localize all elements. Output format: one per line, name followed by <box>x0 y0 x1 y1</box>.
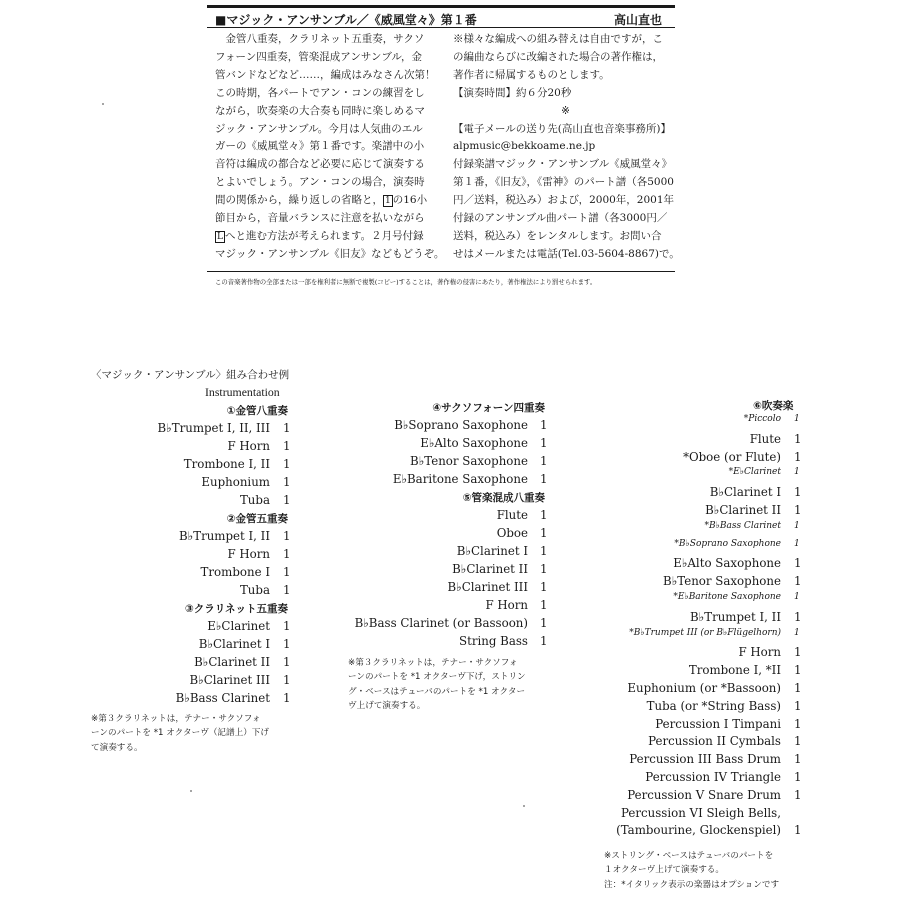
instrument-row <box>0 806 781 822</box>
footnote-line: ーンのパートを *1 オクターヴ（記譜上）下げ <box>91 728 269 739</box>
instrument-name: F Horn <box>227 439 270 453</box>
instrument-name: B♭Clarinet II <box>194 655 270 669</box>
speck <box>102 103 104 105</box>
intro-line: 金管八重奏，クラリネット五重奏，サクソ <box>215 33 425 45</box>
intro-line: フォーン四重奏，管楽混成アンサンブル，金 <box>215 50 423 63</box>
instrument-row <box>0 521 800 537</box>
footnote-line: て演奏する。 <box>91 742 143 753</box>
instrument-count: 1 <box>794 699 802 713</box>
intro-line: 節目から，音量バランスに注意を払いながら <box>215 212 425 225</box>
instrument-count: 1 <box>540 598 548 612</box>
instrument-name: Euphonium (or *Bassoon) <box>627 681 781 695</box>
instrument-name: B♭Clarinet I <box>456 544 528 558</box>
instrument-count: 1 <box>794 681 802 695</box>
instrument-name: E♭Alto Saxophone <box>673 556 781 570</box>
intro-line: 円／送料，税込み）および，2000年，2001年 <box>453 194 675 207</box>
instrument-count: 1 <box>794 717 802 731</box>
instrument-row <box>0 645 802 661</box>
instrument-row <box>0 788 802 804</box>
section-title-text: ①金管八重奏 <box>226 405 288 417</box>
instrument-count: 1 <box>794 432 802 446</box>
intro-line: 音符は編成の都合など必要に応じて演奏する <box>215 158 425 171</box>
instrument-name: B♭Clarinet I <box>198 637 270 651</box>
section-title-text: ②金管五重奏 <box>226 513 288 525</box>
instrument-count: 1 <box>794 539 800 549</box>
footnote-line: １オクターヴ上げて演奏する。 <box>604 865 724 876</box>
instrument-name: B♭Trumpet I, II <box>689 610 781 624</box>
instrument-count: 1 <box>794 645 802 659</box>
instrument-row <box>0 467 800 483</box>
instrument-count: 1 <box>794 503 802 517</box>
instrument-count: 1 <box>794 485 802 499</box>
instrument-count: 1 <box>794 556 802 570</box>
instrument-row <box>0 663 802 679</box>
intro-right-column <box>453 31 678 264</box>
instrument-row <box>0 432 802 448</box>
section-title-text: ③クラリネット五重奏 <box>184 603 288 615</box>
instrument-name: E♭Clarinet <box>207 619 270 633</box>
instrument-name: F Horn <box>227 547 270 561</box>
instrument-count: 1 <box>283 691 291 705</box>
instrument-count: 1 <box>540 580 548 594</box>
intro-line <box>215 192 440 210</box>
instrument-count: 1 <box>540 526 548 540</box>
instrument-name: String Bass <box>459 634 528 648</box>
performance-time: 【演奏時間】約６分20秒 <box>453 86 572 99</box>
instrument-row <box>0 734 802 750</box>
header-bottom-rule <box>207 27 675 28</box>
instrument-name: E♭Baritone Saxophone <box>392 472 528 486</box>
instrument-name: *E♭Baritone Saxophone <box>673 592 781 602</box>
instrument-name: B♭Clarinet II <box>452 562 528 576</box>
instrument-name: *Piccolo <box>743 414 781 424</box>
instrument-row <box>0 592 800 608</box>
intro-line: ながら，吹奏楽の大合奏も同時に楽しめるマ <box>215 104 425 117</box>
instrument-count: 1 <box>540 544 548 558</box>
instrument-row <box>0 752 802 768</box>
instrument-name: *Oboe (or Flute) <box>683 450 781 464</box>
instrument-row <box>0 503 802 519</box>
instrument-count: 1 <box>283 475 291 489</box>
instrument-row <box>0 681 802 697</box>
instrument-row <box>0 574 802 590</box>
instrument-name: F Horn <box>485 598 528 612</box>
instrument-name: B♭Soprano Saxophone <box>394 418 528 432</box>
instrument-name: B♭Clarinet III <box>447 580 528 594</box>
intro-line-text: 間の関係から，繰り返しの省略と， <box>215 194 383 207</box>
instrument-name: *B♭Bass Clarinet <box>704 521 781 531</box>
instrument-count: 1 <box>794 450 802 464</box>
instrument-name: B♭Tenor Saxophone <box>410 454 528 468</box>
instrument-name: Percussion V Snare Drum <box>627 788 781 802</box>
instrument-count: 1 <box>794 788 802 802</box>
instrument-count: 1 <box>794 823 802 837</box>
footnote-line: ーンのパートを *1 オクターヴ下げ，ストリン <box>348 672 526 683</box>
instrument-count: 1 <box>283 619 291 633</box>
intro-line: 管バンドなどなど……，編成はみなさん次第！ <box>215 68 436 81</box>
instrument-count: 1 <box>794 752 802 766</box>
header-top-rule <box>207 5 675 8</box>
instrument-count: 1 <box>283 457 291 471</box>
instrument-name: Percussion I Timpani <box>655 717 781 731</box>
instrument-count: 1 <box>283 529 291 543</box>
instrument-count: 1 <box>283 673 291 687</box>
intro-line: ※様々な編成への組み替えは自由ですが，こ <box>453 33 663 45</box>
intro-line: マジック・アンサンブル《旧友》などもどうぞ。 <box>215 247 445 260</box>
instrument-name: Percussion II Cymbals <box>648 734 781 748</box>
instrument-count: 1 <box>540 418 548 432</box>
instrument-row <box>0 450 802 466</box>
intro-line: 送料，税込み）をレンタルします。お問い合 <box>453 229 662 242</box>
intro-line: の編曲ならびに改編された場合の著作権は， <box>453 50 663 63</box>
instrument-count: 1 <box>794 663 802 677</box>
intro-line: 付録楽譜マジック・アンサンブル《威風堂々》 <box>453 158 673 171</box>
col3-footnote <box>604 849 779 892</box>
instrument-name: Flute <box>749 432 781 446</box>
instrument-count: 1 <box>794 610 802 624</box>
instrument-name: *E♭Clarinet <box>728 467 781 477</box>
instrument-count: 1 <box>540 472 548 486</box>
instrument-count: 1 <box>540 562 548 576</box>
instrument-count: 1 <box>794 467 800 477</box>
instrument-name: Tuba <box>239 583 270 597</box>
intro-line: 付録のアンサンブル曲パート譜（各3000円／ <box>453 212 668 225</box>
article-title: ■マジック・アンサンブル／《威風堂々》第１番 <box>215 13 477 27</box>
section-title-wind-band: ⑥吹奏楽 <box>753 400 794 412</box>
instrument-count: 1 <box>794 592 800 602</box>
instrument-count: 1 <box>540 436 548 450</box>
instrument-name: Percussion VI Sleigh Bells, <box>620 806 781 820</box>
footnote-line: ※第３クラリネットは，テナー・サクソフォ <box>91 714 261 724</box>
instrument-count: 1 <box>283 493 291 507</box>
intro-line: この時期，各パートでアン・コンの練習をし <box>215 86 425 99</box>
instrument-name: Trombone I, II <box>183 457 270 471</box>
instrument-name: Oboe <box>496 526 528 540</box>
instrument-name: B♭Clarinet III <box>189 673 270 687</box>
instrument-count: 1 <box>283 655 291 669</box>
email-address[interactable]: alpmusic@bekkoame.ne.jp <box>453 140 596 153</box>
instrument-row <box>0 414 800 430</box>
copyright-notice: この音楽著作物の全部または一部を権利者に無断で複製(コピー)することは，著作権の侵害にあたり，著作権法により罰せられます。 <box>215 278 597 286</box>
instrument-row <box>0 699 802 715</box>
instrument-name: Flute <box>496 508 528 522</box>
rehearsal-mark-L: L <box>217 231 223 242</box>
instrument-name: Tuba (or *String Bass) <box>646 699 781 713</box>
instrument-name: B♭Clarinet I <box>709 485 781 499</box>
instrument-count: 1 <box>283 637 291 651</box>
copyright-rule <box>207 271 675 272</box>
instrument-count: 1 <box>794 628 800 638</box>
instrument-count: 1 <box>283 421 291 435</box>
section-title-text: ④サクソフォーン四重奏 <box>432 402 545 414</box>
footnote-line: ※ストリング・ベースはテューバのパートを <box>604 851 774 861</box>
instrument-count: 1 <box>283 547 291 561</box>
instrument-row <box>0 770 802 786</box>
instrument-name: B♭Trumpet I, II <box>178 529 270 543</box>
instrument-row <box>0 823 802 839</box>
instrument-count: 1 <box>794 574 802 588</box>
instrument-row <box>0 628 800 644</box>
speck <box>523 805 525 807</box>
instrument-count: 1 <box>794 414 800 424</box>
instrument-count: 1 <box>540 616 548 630</box>
intro-line: とよいでしょう。アン・コンの場合，演奏時 <box>215 176 425 189</box>
instrument-name: Euphonium <box>201 475 270 489</box>
instrument-name: *B♭Soprano Saxophone <box>674 539 781 549</box>
article-author: 高山直也 <box>614 13 663 27</box>
instrument-count: 1 <box>283 439 291 453</box>
instrument-row <box>0 485 802 501</box>
intro-line: せはメールまたは電話(Tel.03-5604-8867)で。 <box>453 247 680 260</box>
instrument-name: Trombone I <box>200 565 270 579</box>
instrument-name: Percussion IV Triangle <box>645 770 781 784</box>
instrument-row <box>0 556 802 572</box>
instrument-count: 1 <box>540 634 548 648</box>
instrument-count: 1 <box>794 521 800 531</box>
instrument-count: 1 <box>540 454 548 468</box>
speck <box>190 790 192 792</box>
intro-line-text: へと進む方法が考えられます。２月号付録 <box>224 229 424 242</box>
rehearsal-mark-1: 1 <box>385 196 391 207</box>
separator-mark: ※ <box>561 104 570 117</box>
instrument-name: F Horn <box>738 645 781 659</box>
instrumentation-subheading: Instrumentation <box>205 385 280 399</box>
footnote-line: 注：*イタリック表示の楽器はオプションです <box>604 879 780 890</box>
footnote-line: グ・ベースはテューバのパートを *1 オクター <box>348 686 526 697</box>
intro-line-text: の16小 <box>392 194 428 207</box>
instrument-name: *B♭Trumpet III (or B♭Flügelhorn) <box>629 628 781 638</box>
instrument-name: B♭Trumpet I, II, III <box>157 421 270 435</box>
instrument-count: 1 <box>283 583 291 597</box>
instrument-row <box>0 539 800 555</box>
instrument-row <box>0 610 802 626</box>
instrument-name: B♭Clarinet II <box>705 503 781 517</box>
intro-line <box>215 228 440 246</box>
instrument-name: B♭Tenor Saxophone <box>663 574 781 588</box>
instrument-name: (Tambourine, Glockenspiel) <box>616 823 781 837</box>
instrument-count: 1 <box>794 770 802 784</box>
footnote-line: ※第３クラリネットは，テナー・サクソフォ <box>348 658 518 668</box>
instrument-name: Tuba <box>239 493 270 507</box>
intro-line: ジック・アンサンブル。今月は人気曲のエル <box>215 122 423 135</box>
intro-left-column <box>215 31 445 264</box>
instrument-name: Percussion III Bass Drum <box>629 752 781 766</box>
intro-line: 第１番，《旧友》，《雷神》のパート譜（各5000 <box>453 176 674 189</box>
instrument-count: 1 <box>794 734 802 748</box>
footnote-line: ヴ上げて演奏する。 <box>348 700 426 711</box>
instrument-name: B♭Bass Clarinet (or Bassoon) <box>354 616 528 630</box>
instrument-count: 1 <box>283 565 291 579</box>
instrumentation-heading: 〈マジック・アンサンブル〉組み合わせ例 <box>91 369 290 381</box>
instrument-name: B♭Bass Clarinet <box>175 691 270 705</box>
intro-line: ガーの《威風堂々》第１番です。楽譜中の小 <box>215 140 425 153</box>
intro-line: 著作者に帰属するものとします。 <box>453 68 610 81</box>
instrument-count: 1 <box>540 508 548 522</box>
instrument-row <box>0 717 802 733</box>
email-heading: 【電子メールの送り先(高山直也音楽事務所)】 <box>453 122 671 135</box>
instrument-name: Trombone I, *II <box>688 663 781 677</box>
instrument-name: E♭Alto Saxophone <box>420 436 528 450</box>
section-title-text: ⑤管楽混成八重奏 <box>462 492 545 504</box>
